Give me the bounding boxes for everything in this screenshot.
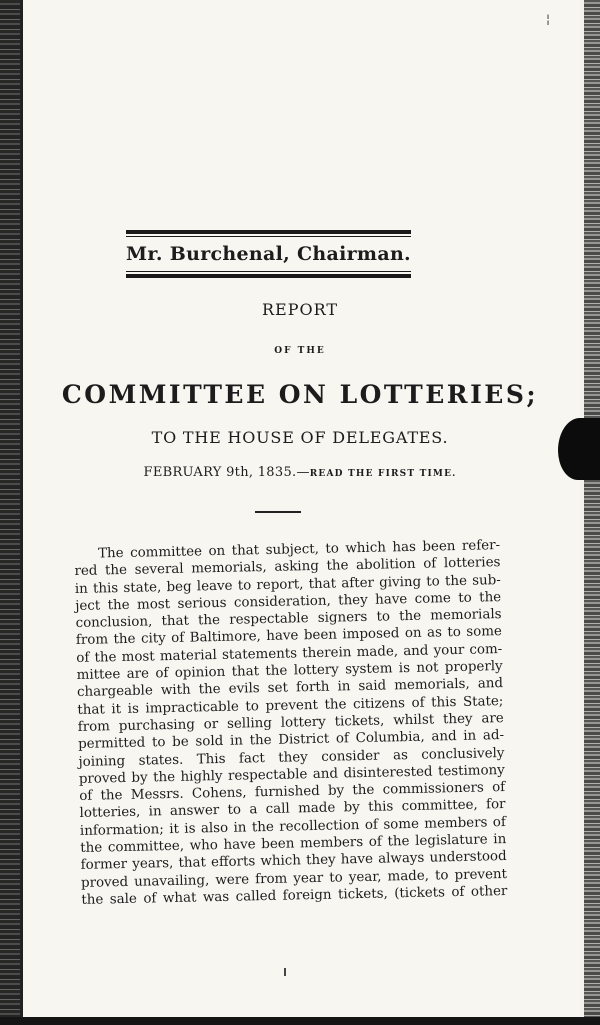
divider-rule <box>255 511 301 513</box>
body-line: proved by the highly respectable and disinterested testimony <box>78 762 505 787</box>
body-line: from the city of Baltimore, have been imposed on as to some <box>75 624 503 649</box>
body-line: red the several memorials, asking the abolition of lotteries <box>74 555 501 580</box>
body-line: of the most material statements therein made, and your com- <box>76 641 503 666</box>
bottom-thin-rule <box>126 271 411 272</box>
chairman-box <box>126 230 411 278</box>
body-line: The committee on that subject, to which has been refer- <box>98 538 501 562</box>
body-line: the sale of what was called foreign tickets, (tickets of other <box>81 883 508 908</box>
scan-edge-line <box>20 0 23 1025</box>
body-line: joining states. This fact they consider as conclusively <box>78 745 505 770</box>
chairman-label: Mr. Burchenal, Chairman. <box>126 243 411 265</box>
body-line: ject the most serious consideration, they have come to the <box>75 589 502 614</box>
scan-edge-right <box>584 0 600 1025</box>
body-line: the committee, who have been members of the legislature in <box>80 832 507 856</box>
date-main: FEBRUARY 9th, 1835.— <box>143 465 310 480</box>
bottom-rule <box>126 274 411 278</box>
body-line: conclusion, that the respectable signers to the memorials <box>75 607 502 632</box>
body-line: in this state, beg leave to report, that after giving to the sub- <box>74 572 501 597</box>
report-heading: REPORT <box>261 300 339 319</box>
body-line: chargeable with the evils set forth in said memorials, and <box>76 676 504 701</box>
body-line: lotteries, in answer to a call made by this committee, for <box>79 797 506 822</box>
body-line: from purchasing or selling lottery tickets, whilst they are <box>77 711 504 735</box>
footer-mark <box>284 968 286 976</box>
report-body <box>74 537 508 909</box>
body-line: of the Messrs. Cohens, furnished by the commissioners of <box>79 780 506 805</box>
body-line: mittee are of opinion that the lottery system is not properly <box>76 659 503 684</box>
speck-mark: ¦ <box>546 12 551 26</box>
body-line: that it is impracticable to prevent the citizens of this State; <box>77 693 504 718</box>
body-line: information; it is also in the recollection of some members of <box>79 814 507 839</box>
house-heading: TO THE HOUSE OF DELEGATES. <box>151 428 449 447</box>
of-the-heading: OF THE <box>274 346 326 356</box>
top-rule <box>126 230 411 234</box>
scan-edge-left <box>0 0 20 1025</box>
scan-edge-bottom <box>0 1017 600 1025</box>
top-thin-rule <box>126 236 411 237</box>
body-line: proved unavailing, were from year to year, made, to prevent <box>80 866 508 891</box>
body-line: permitted to be sold in the District of Columbia, and in ad- <box>78 728 505 753</box>
body-line: former years, that efforts which they have always understood <box>80 849 507 874</box>
committee-heading: COMMITTEE ON LOTTERIES; <box>61 380 539 409</box>
date-note: READ THE FIRST TIME. <box>309 469 457 479</box>
date-line <box>0 465 600 480</box>
